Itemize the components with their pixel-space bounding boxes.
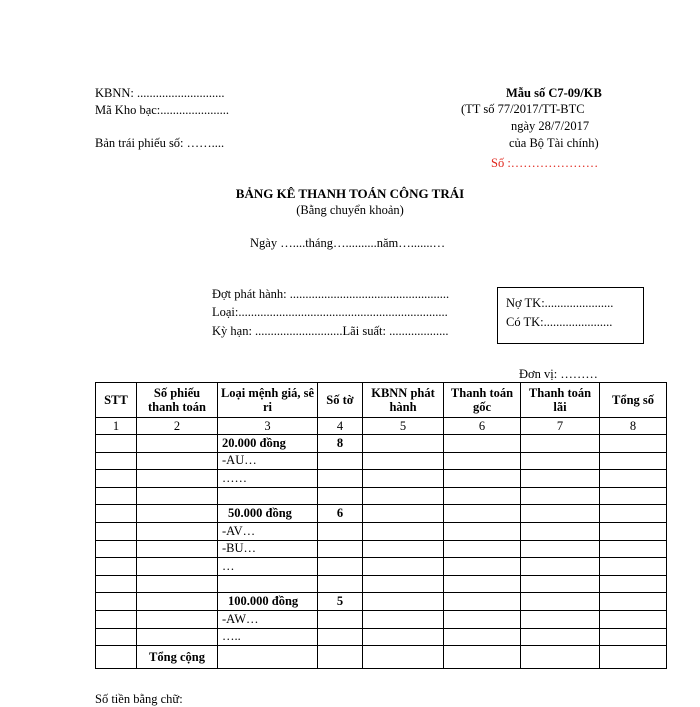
table-row [96,522,667,540]
table-row [96,435,667,453]
col-number: 8 [600,418,667,435]
header-kbnn: KBNN phát hành [363,383,444,418]
col-number: 5 [363,418,444,435]
table-row [96,628,667,646]
series-cell: ….. [218,628,318,646]
document-subtitle: (Bằng chuyển khoản) [296,203,404,217]
col-number: 1 [96,418,137,435]
term-rate-line: Kỳ hạn: ............................Lãi suất: ................... [212,324,449,338]
col-number: 6 [444,418,521,435]
ban-trai-phieu-label: Bản trái phiếu số: …….... [95,136,225,150]
series-cell: -AV… [218,522,318,540]
table-row [96,470,667,488]
document-title: BẢNG KÊ THANH TOÁN CÔNG TRÁI [235,186,465,201]
series-cell: …… [218,470,318,488]
table-row [96,487,667,505]
sheet-count-cell: 5 [318,593,363,611]
sheet-count-cell: 6 [318,505,363,523]
table-row [96,558,667,576]
table-row [96,540,667,558]
unit-label: Đơn vị: ……… [519,367,598,381]
header-tong-so: Tổng số [600,383,667,418]
credit-account: Có TK:...................... [506,315,613,329]
header-loai-menh-gia: Loại mệnh giá, sê ri [218,383,318,418]
header-thanh-toan-goc: Thanh toán gốc [444,383,521,418]
issue-batch-line: Đợt phát hành: ................................................... [212,287,450,301]
table-row [96,593,667,611]
sheet-count-cell: 8 [318,435,363,453]
col-number: 3 [218,418,318,435]
col-number: 2 [137,418,218,435]
denomination-cell: 20.000 đồng [218,435,318,453]
type-line: Loại:................................................................... [212,305,448,319]
series-cell: … [218,558,318,576]
ma-kho-bac-label: Mã Kho bạc:...................... [95,103,230,117]
table-row [96,452,667,470]
col-number: 4 [318,418,363,435]
form-code: Mẫu số C7-09/KB [506,86,602,100]
kbnn-label: KBNN: ............................ [95,86,225,100]
series-cell: -BU… [218,540,318,558]
denomination-cell: 50.000 đồng [218,505,318,523]
table-row [96,575,667,593]
denomination-cell: 100.000 đồng [218,593,318,611]
circular-date: ngày 28/7/2017 [511,119,590,133]
series-cell: -AW… [218,610,318,628]
header-so-phieu: Số phiếu thanh toán [137,383,218,418]
header-thanh-toan-lai: Thanh toán lãi [521,383,600,418]
table-row [96,505,667,523]
header-stt: STT [96,383,137,418]
col-number: 7 [521,418,600,435]
document-number: Số :………………… [491,156,599,170]
payment-table [95,382,667,669]
account-box [497,287,644,344]
date-line: Ngày …....tháng…..........năm….......… [250,236,446,250]
amount-in-words-label: Số tiền bằng chữ: [95,692,183,706]
series-cell: -AU… [218,452,318,470]
total-row [96,646,667,669]
total-label: Tổng cộng [137,646,218,669]
circular-ref: (TT số 77/2017/TT-BTC [461,102,585,116]
debit-account: Nợ TK:...................... [506,296,614,310]
header-so-to: Số tờ [318,383,363,418]
table-row [96,610,667,628]
ministry-ref: của Bộ Tài chính) [509,136,599,150]
column-number-row [96,418,667,435]
